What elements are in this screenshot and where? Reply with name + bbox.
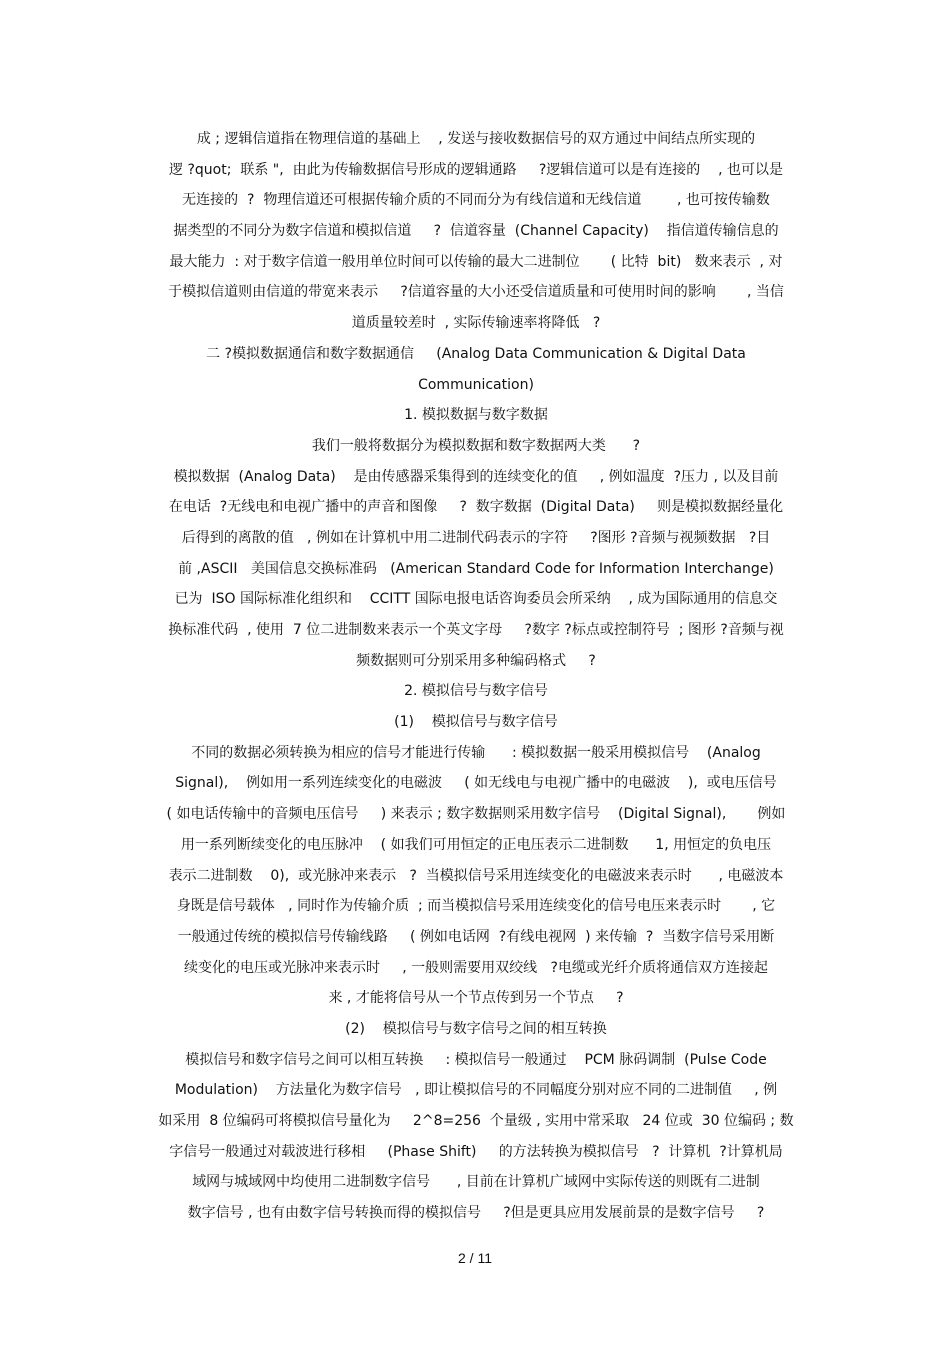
text-line: 模拟数据 (Analog Data) 是由传感器采集得到的连续变化的值 , 例如温度 ?压力 , 以及目前 [173, 468, 779, 485]
text-line: 道质量较差时 , 实际传输速率将降低 ? [351, 315, 601, 332]
text-line: (2) 模拟信号与数字信号之间的相互转换 [345, 1020, 607, 1037]
text-line: 表示二进制数 0), 或光脉冲来表示 ? 当模拟信号采用连续变化的电磁波来表示时 , 电磁波本 [168, 867, 784, 884]
body-text [140, 124, 812, 1229]
text-line: 来 , 才能将信号从一个节点传到另一个节点 ? [328, 990, 624, 1007]
text-line: 续变化的电压或光脉冲来表示时 , 一般则需要用双绞线 ?电缆或光纤介质将通信双方连接起 [184, 959, 768, 976]
text-line: 一般通过传统的模拟信号传输线路 ( 例如电话网 ?有线电视网 ) 来传输 ? 当数字信号采用断 [177, 928, 775, 945]
text-line: 用一系列断续变化的电压脉冲 ( 如我们可用恒定的正电压表示二进制数 1, 用恒定的负电压 [180, 836, 772, 853]
text-line: (1) 模拟信号与数字信号 [394, 714, 558, 731]
text-line: 频数据则可分别采用多种编码格式 ? [356, 652, 596, 669]
text-line: 于模拟信道则由信道的带宽来表示 ?信道容量的大小还受信道质量和可使用时间的影响 , 当信 [168, 284, 784, 301]
page-number: 2 / 11 [458, 1250, 492, 1266]
text-line: ( 如电话传输中的音频电压信号 ) 来表示 ; 数字数据则采用数字信号 (Digital Signal), 例如 [166, 806, 786, 823]
text-line: 2. 模拟信号与数字信号 [404, 683, 548, 700]
text-line: 在电话 ?无线电和电视广播中的声音和图像 ? 数字数据 (Digital Data) 则是模拟数据经量化 [168, 499, 784, 516]
text-line: 最大能力 : 对于数字信道一般用单位时间可以传输的最大二进制位 ( 比特 bit) 数来表示 , 对 [169, 253, 783, 270]
text-line: 前 ,ASCII 美国信息交换标准码 (American Standard Code for Information Interchange) [178, 560, 774, 577]
text-line: 换标准代码 , 使用 7 位二进制数来表示一个英文字母 ?数字 ?标点或控制符号 ; 图形 ?音频与视 [168, 622, 784, 638]
text-line: 不同的数据必须转换为相应的信号才能进行传输 : 模拟数据一般采用模拟信号 (Analog [191, 744, 761, 761]
text-line: 数字信号 , 也有由数字信号转换而得的模拟信号 ?但是更具应用发展前景的是数字信号 ? [187, 1205, 765, 1222]
text-line: 域网与城域网中均使用二进制数字信号 , 目前在计算机广域网中实际传送的则既有二进制 [192, 1174, 760, 1191]
text-line: 我们一般将数据分为模拟数据和数字数据两大类 ? [311, 437, 641, 454]
text-line: 无连接的 ? 物理信道还可根据传输介质的不同而分为有线信道和无线信道 , 也可按传输数 [182, 192, 770, 209]
text-line: Modulation) 方法量化为数字信号 , 即让模拟信号的不同幅度分别对应不同的二进制值 , 例 [174, 1082, 778, 1099]
text-line: 1. 模拟数据与数字数据 [404, 407, 548, 424]
text-line: 模拟信号和数字信号之间可以相互转换 : 模拟信号一般通过 PCM 脉码调制 (Pulse Code [185, 1051, 767, 1068]
text-line: 如采用 8 位编码可将模拟信号量化为 2^8=256 个量级 , 实用中常采取 24 位或 30 位编码 ; 数 [158, 1113, 794, 1129]
text-line: Communication) [418, 376, 534, 393]
text-line: 据类型的不同分为数字信道和模拟信道 ? 信道容量 (Channel Capacity) 指信道传输信息的 [173, 223, 779, 240]
text-line: 已为 ISO 国际标准化组织和 CCITT 国际电报电话咨询委员会所采纳 , 成为国际通用的信息交 [174, 591, 778, 608]
text-line: 逻 ?quot; 联系 ", 由此为传输数据信号形成的逻辑通路 ?逻辑信道可以是有连接的 , 也可以是 [169, 161, 783, 178]
text-line: 成 ; 逻辑信道指在物理信道的基础上 , 发送与接收数据信号的双方通过中间结点所实现的 [196, 131, 756, 147]
text-line: 后得到的离散的值 , 例如在计算机中用二进制代码表示的字符 ?图形 ?音频与视频数据 ?目 [181, 529, 771, 546]
text-line: 身既是信号载体 , 同时作为传输介质 ; 而当模拟信号采用连续变化的信号电压来表示时 , 它 [176, 898, 776, 915]
text-line: 二 ?模拟数据通信和数字数据通信 (Analog Data Communication & Digital Data [206, 345, 746, 362]
text-line: 字信号一般通过对载波进行移相 (Phase Shift) 的方法转换为模拟信号 ? 计算机 ?计算机局 [169, 1143, 783, 1160]
text-line: Signal), 例如用一系列连续变化的电磁波 ( 如无线电与电视广播中的电磁波 ), 或电压信号 [175, 775, 777, 792]
